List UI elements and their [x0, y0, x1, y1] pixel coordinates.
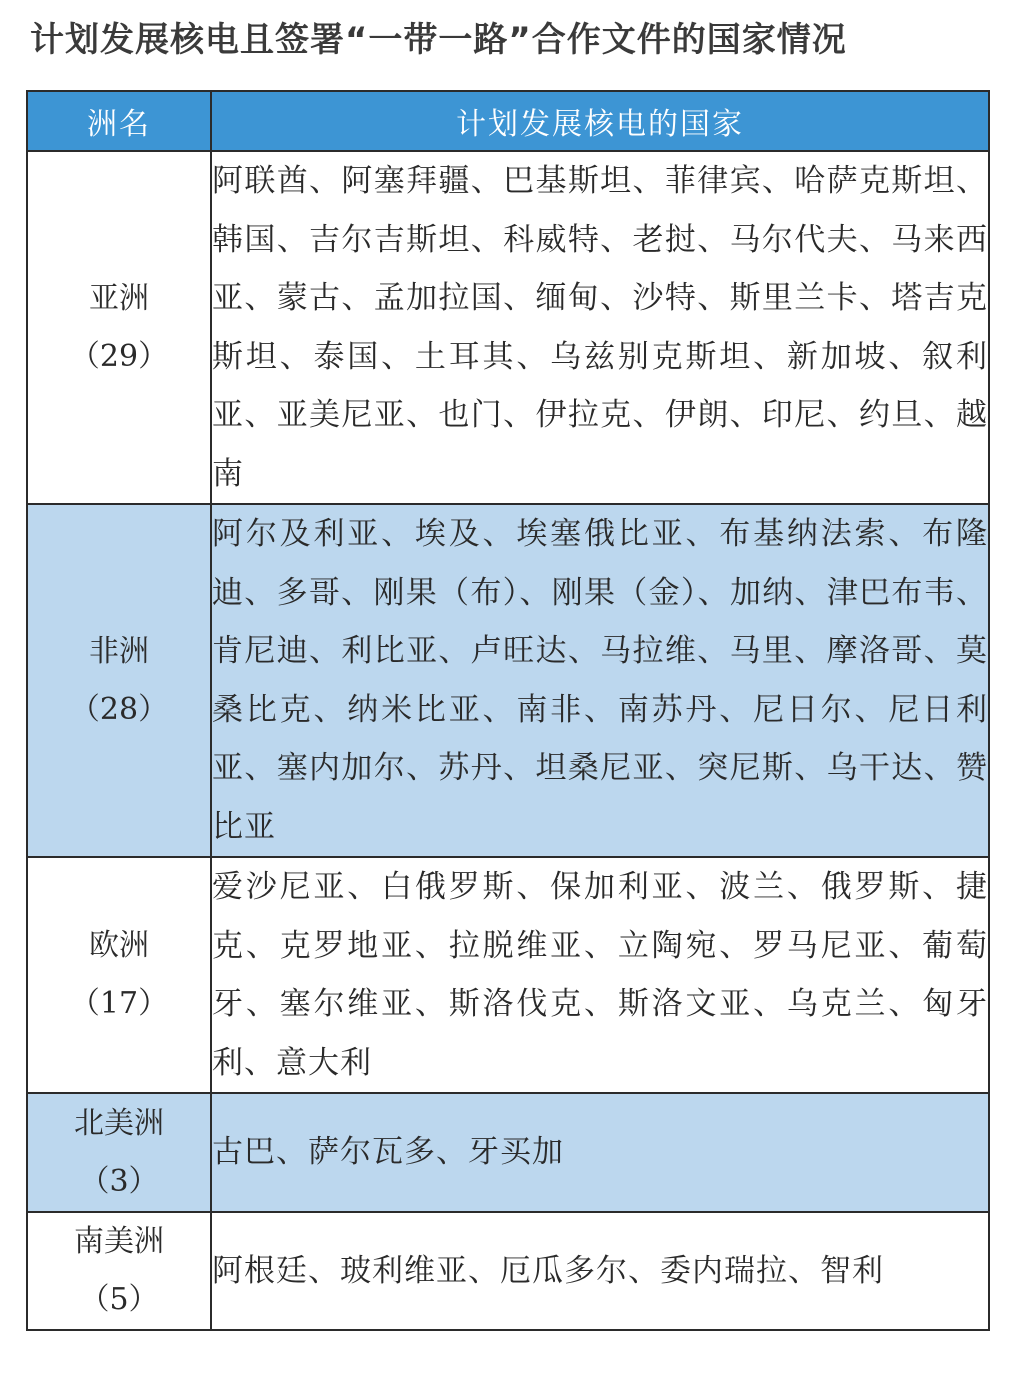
countries-cell-south-america: 阿根廷、玻利维亚、厄瓜多尔、委内瑞拉、智利: [211, 1212, 989, 1330]
table-header-row: [27, 91, 989, 151]
column-header-countries: 计划发展核电的国家: [211, 91, 989, 151]
continent-count: （29）: [69, 338, 169, 374]
continent-cell-asia: [27, 151, 211, 504]
continent-name: 南美洲: [74, 1224, 164, 1259]
continent-cell-africa: [27, 504, 211, 857]
continent-count: （3）: [79, 1163, 159, 1199]
column-header-continent: 洲名: [27, 91, 211, 151]
countries-cell-north-america: 古巴、萨尔瓦多、牙买加: [211, 1093, 989, 1212]
continent-count: （5）: [79, 1282, 159, 1317]
countries-cell-asia: 阿联酋、阿塞拜疆、巴基斯坦、菲律宾、哈萨克斯坦、韩国、吉尔吉斯坦、科威特、老挝、马尔代夫、马来西亚、蒙古、孟加拉国、缅甸、沙特、斯里兰卡、塔吉克斯坦、泰国、土耳其、乌兹别克斯坦、新加坡、叙利亚、亚美尼亚、也门、伊拉克、伊朗、印尼、约旦、越南: [211, 151, 989, 504]
continent-cell-south-america: [27, 1212, 211, 1330]
countries-cell-africa: 阿尔及利亚、埃及、埃塞俄比亚、布基纳法索、布隆迪、多哥、刚果（布）、刚果（金）、加纳、津巴布韦、肯尼迪、利比亚、卢旺达、马拉维、马里、摩洛哥、莫桑比克、纳米比亚、南非、南苏丹、尼日尔、尼日利亚、塞内加尔、苏丹、坦桑尼亚、突尼斯、乌干达、赞比亚: [211, 504, 989, 857]
page-title: 计划发展核电且签署“一带一路”合作文件的国家情况: [30, 20, 847, 60]
continent-name: 欧洲: [89, 928, 149, 963]
continent-count: （17）: [69, 986, 169, 1021]
continent-count: （28）: [69, 691, 169, 727]
table-row-asia: [27, 151, 989, 504]
continent-name: 非洲: [89, 633, 149, 669]
continent-cell-europe: [27, 857, 211, 1093]
continent-cell-north-america: [27, 1093, 211, 1212]
continent-name: 亚洲: [89, 280, 149, 316]
table-row-africa: [27, 504, 989, 857]
table-row-south-america: [27, 1212, 989, 1330]
countries-table: [26, 90, 990, 1331]
table-row-north-america: [27, 1093, 989, 1212]
countries-cell-europe: 爱沙尼亚、白俄罗斯、保加利亚、波兰、俄罗斯、捷克、克罗地亚、拉脱维亚、立陶宛、罗马尼亚、葡萄牙、塞尔维亚、斯洛伐克、斯洛文亚、乌克兰、匈牙利、意大利: [211, 857, 989, 1093]
table-row-europe: [27, 857, 989, 1093]
continent-name: 北美洲: [74, 1105, 164, 1141]
